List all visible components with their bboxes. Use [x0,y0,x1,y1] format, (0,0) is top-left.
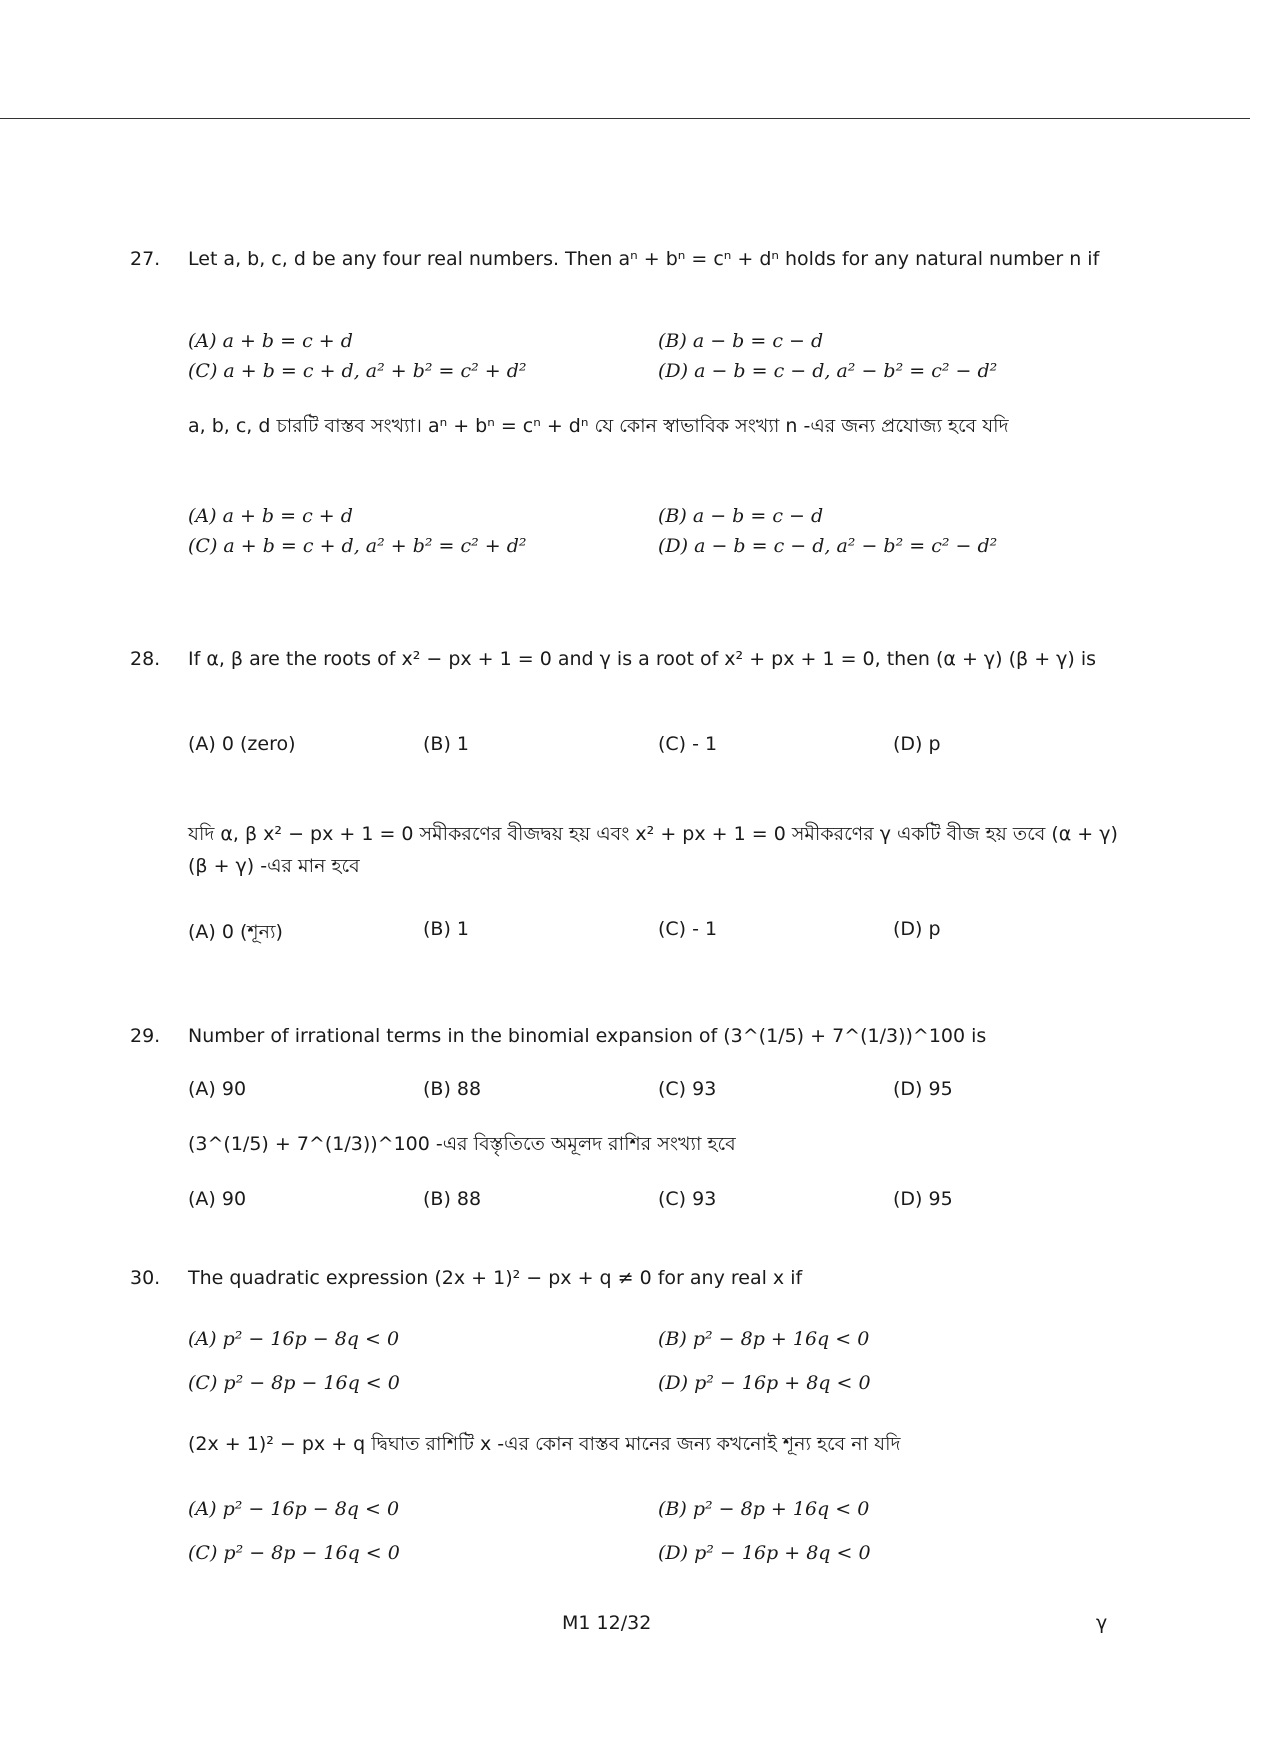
option-d: (D) 95 [893,1078,953,1100]
option-d-bn: (D) a − b = c − d, a² − b² = c² − d² [658,535,998,557]
corner-mark: γ [1096,1612,1108,1634]
option-c: (C) p² − 8p − 16q < 0 [188,1372,400,1394]
option-a-bn: (A) p² − 16p − 8q < 0 [188,1498,400,1520]
option-c: (C) - 1 [658,733,718,755]
option-a: (A) a + b = c + d [188,330,353,352]
question-stem-en: Let a, b, c, d be any four real numbers. Then aⁿ + bⁿ = cⁿ + dⁿ holds for any natural number n if [188,248,1100,270]
question-number: 28. [130,648,161,670]
option-b-bn: (B) p² − 8p + 16q < 0 [658,1498,870,1520]
option-c-bn: (C) a + b = c + d, a² + b² = c² + d² [188,535,527,557]
page-label: M1 12/32 [562,1612,652,1634]
option-c: (C) a + b = c + d, a² + b² = c² + d² [188,360,527,382]
option-d: (D) p² − 16p + 8q < 0 [658,1372,871,1394]
question-stem-en: The quadratic expression (2x + 1)² − px + q ≠ 0 for any real x if [188,1267,803,1289]
option-a-bn: (A) a + b = c + d [188,505,353,527]
option-a-bn: (A) 90 [188,1188,247,1210]
option-b: (B) a − b = c − d [658,330,824,352]
option-b: (B) 88 [423,1078,482,1100]
option-c-bn: (C) - 1 [658,918,718,940]
option-a: (A) 90 [188,1078,247,1100]
question-number: 29. [130,1025,161,1047]
question-number: 27. [130,248,161,270]
option-b: (B) 1 [423,733,469,755]
option-d: (D) a − b = c − d, a² − b² = c² − d² [658,360,998,382]
option-c-bn: (C) p² − 8p − 16q < 0 [188,1542,400,1564]
option-a: (A) 0 (zero) [188,733,296,755]
option-d-bn: (D) p [893,918,941,940]
option-b-bn: (B) 88 [423,1188,482,1210]
option-d-bn: (D) 95 [893,1188,953,1210]
question-stem-en: Number of irrational terms in the binomial expansion of (3^(1/5) + 7^(1/3))^100 is [188,1025,987,1047]
option-d-bn: (D) p² − 16p + 8q < 0 [658,1542,871,1564]
header-rule [0,118,1250,119]
question-stem-bn: যদি α, β x² − px + 1 = 0 সমীকরণের বীজদ্বয় হয় এবং x² + px + 1 = 0 সমীকরণের γ একটি বীজ হয় তবে (α + γ) (β + γ) -এর মান হবে [188,823,1118,877]
option-c: (C) 93 [658,1078,717,1100]
question-stem-bn: (2x + 1)² − px + q দ্বিঘাত রাশিটি x -এর কোন বাস্তব মানের জন্য কখনোই শূন্য হবে না যদি [188,1433,901,1455]
option-a: (A) p² − 16p − 8q < 0 [188,1328,400,1350]
option-c-bn: (C) 93 [658,1188,717,1210]
option-b-bn: (B) a − b = c − d [658,505,824,527]
question-stem-en: If α, β are the roots of x² − px + 1 = 0 and γ is a root of x² + px + 1 = 0, then (α + γ) (β + γ) is [188,648,1097,670]
option-b: (B) p² − 8p + 16q < 0 [658,1328,870,1350]
option-a-bn: (A) 0 (শূন্য) [188,921,283,943]
question-stem-bn: (3^(1/5) + 7^(1/3))^100 -এর বিস্তৃতিতে অমূলদ রাশির সংখ্যা হবে [188,1133,736,1155]
option-d: (D) p [893,733,941,755]
option-b-bn: (B) 1 [423,918,469,940]
question-stem-bn: a, b, c, d চারটি বাস্তব সংখ্যা। aⁿ + bⁿ = cⁿ + dⁿ যে কোন স্বাভাবিক সংখ্যা n -এর জন্য প্রযোজ্য হবে যদি [188,415,1009,437]
question-number: 30. [130,1267,161,1289]
